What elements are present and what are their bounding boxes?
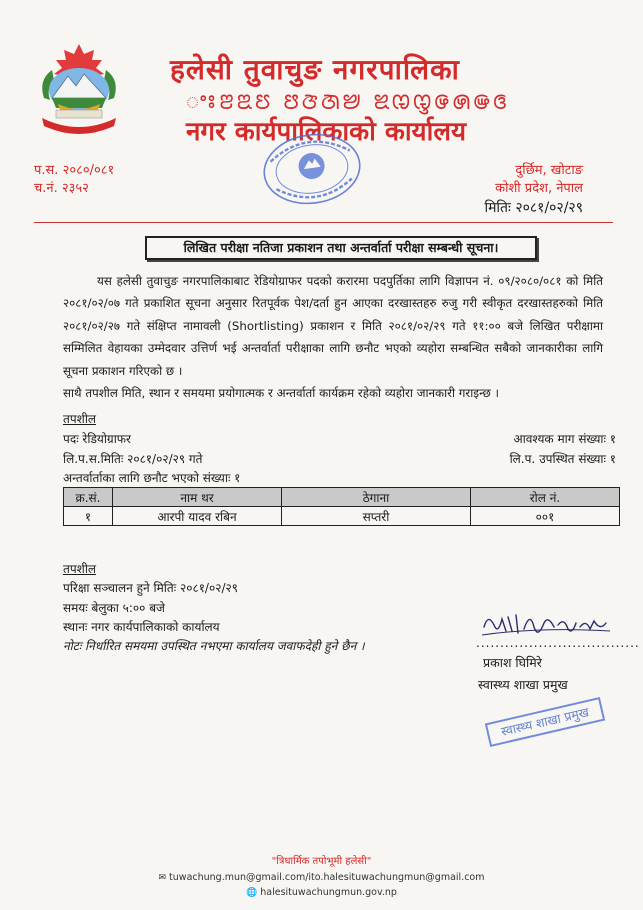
footer-website-text: halesituwachungmun.gov.np: [260, 887, 397, 898]
table-header-row: [64, 488, 620, 507]
table-cell: ००१: [471, 507, 620, 526]
footer-emails: [0, 872, 643, 883]
footer-motto: "त्रिधार्मिक तपोभूमी हलेसी": [271, 856, 372, 867]
table-cell: आरपी यादव रबिन: [113, 507, 282, 526]
nepal-emblem-icon: [30, 40, 128, 140]
table-header: रोल नं.: [471, 488, 620, 507]
exam-place: स्थानः नगर कार्यपालिकाको कार्यालय: [63, 620, 220, 634]
header-divider: [34, 222, 613, 223]
present-count: लि.प. उपस्थित संख्याः १: [509, 452, 616, 466]
table-header: ठेगाना: [282, 488, 471, 507]
written-exam-date: लि.प.स.मितिः २०८१/०२/२९ गते: [63, 452, 203, 466]
results-table: [63, 487, 620, 526]
exam-conduct-date: परिक्षा सञ्चालन हुने मितिः २०८१/०२/२९: [63, 581, 238, 595]
municipality-name: हलेसी तुवाचुङ नगरपालिका: [170, 53, 460, 86]
notice-date: मितिः २०८१/०२/२९: [484, 200, 583, 216]
province-address: कोशी प्रदेश, नेपाल: [495, 181, 583, 196]
required-count: आवश्यक माग संख्याः १: [513, 432, 616, 446]
table-cell: १: [64, 507, 113, 526]
table-header: नाम थर: [113, 488, 282, 507]
mail-icon: ✉: [158, 873, 167, 883]
reference-cn: च.नं. २३५२: [34, 181, 89, 196]
notice-body: [63, 270, 603, 404]
district-address: दुर्छिम, खोटाङ: [515, 163, 583, 178]
office-name: नगर कार्यपालिकाको कार्यालय: [186, 117, 467, 147]
table-cell: सप्तरी: [282, 507, 471, 526]
globe-icon: 🌐: [246, 888, 258, 898]
footer-email-text: tuwachung.mun@gmail.com/ito.halesituwachungmun@gmail.com: [169, 872, 485, 883]
section-chief-stamp: स्वास्थ्य शाखा प्रमुख: [485, 697, 605, 747]
office-stamp-icon: [258, 128, 366, 210]
table-row: [64, 507, 620, 526]
table-header: क्र.सं.: [64, 488, 113, 507]
signatory-post: स्वास्थ्य शाखा प्रमुख: [478, 677, 568, 692]
exam-time: समयः बेलुका ५:०० बजे: [63, 601, 165, 615]
body-paragraph: साथै तपशील मिति, स्थान र समयमा प्रयोगात्मक र अन्तर्वार्ता कार्यक्रम रहेको व्यहोरा जानकारी गराइन्छ ।: [63, 386, 499, 401]
signatory-name: प्रकाश घिमिरे: [483, 655, 542, 670]
schedule-label: तपशील: [63, 562, 97, 576]
reference-ps: प.स. २०८०/०८१: [34, 163, 115, 178]
details-label: तपशील: [63, 412, 97, 426]
footer-website: [0, 887, 643, 898]
body-paragraph: यस हलेसी तुवाचुङ नगरपालिकाबाट रेडियोग्राफर पदको करारमा पदपुर्तिका लागि विज्ञापन नं. ०९/२०८०/०८१ को मिति २०८१/०२/०७ गते प्रकाशित सूचना अनुसार रितपूर्वक पेश/दर्ता हुन आएका दरखास्तहरु रुजु गरी स्वीकृत दरखास्तहरुको मिति २०८१/०२/२७ गते संक्षिप्त नामावली (Shortlisting) प्रकाशन र मिति २०८१/०२/२९ गते ११:०० बजे लिखित परीक्षामा सम्मिलित वेहायका उम्मेदवार उत्तिर्ण भई अन्तर्वार्ता परीक्षाका लागि छनौट भएको व्यहोरा सम्बन्धित सबैको जानकारीका लागि सूचना प्रकाशन गरिएको छ ।: [63, 274, 603, 378]
post-name: पदः रेडियोग्राफर: [63, 432, 131, 446]
signature-line: ..................................: [476, 636, 640, 650]
selected-count: अन्तर्वार्ताका लागि छनौट भएको संख्याः १: [63, 471, 241, 485]
municipality-name-limbu: ꢀꢁꢂꢃꢄ ꢅꢆꢇꢈ ꢉꢊꢋꢌꢍꢎꢏ: [186, 90, 511, 115]
attendance-note: नोटः निर्धारित समयमा उपस्थित नभएमा कार्यालय जवाफदेही हुने छैन ।: [63, 639, 365, 653]
notice-title: लिखित परीक्षा नतिजा प्रकाशन तथा अन्तर्वार्ता परीक्षा सम्बन्धी सूचना।: [145, 236, 537, 260]
